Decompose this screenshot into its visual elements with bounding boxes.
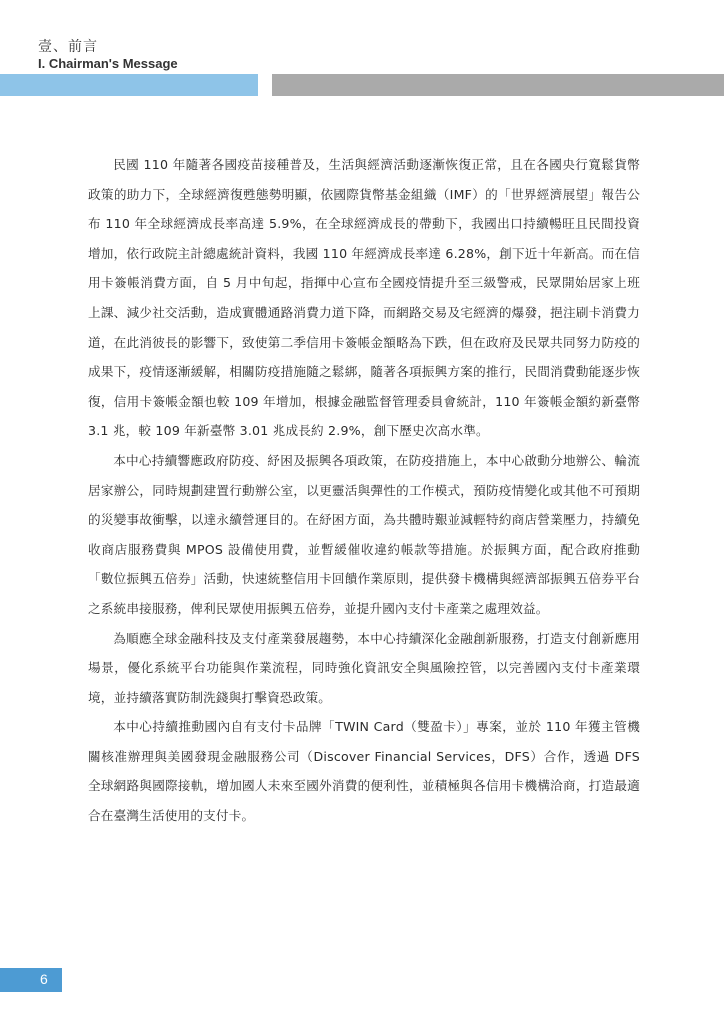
section-title-chinese: 壹、前言 [38,39,98,55]
body-text [88,150,640,831]
page-number-tab [0,968,62,992]
page-number: 6 [40,971,48,987]
paragraph: 民國 110 年隨著各國疫苗接種普及，生活與經濟活動逐漸恢復正常，且在各國央行寬鬆貨幣政策的助力下，全球經濟復甦態勢明顯，依國際貨幣基金組織（IMF）的「世界經濟展望」報告公布 110 年全球經濟成長率高達 5.9%，在全球經濟成長的帶動下，我國出口持續暢旺且民間投資增加，依行政院主計總處統計資料，我國 110 年經濟成長率達 6.28%，創下近十年新高。而在信用卡簽帳消費方面，自 5 月中旬起，指揮中心宣布全國疫情提升至三級警戒，民眾開始居家上班上課、減少社交活動，造成實體通路消費力道下降，而網路交易及宅經濟的爆發，挹注刷卡消費力道，在此消彼長的影響下，致使第二季信用卡簽帳金額略為下跌，但在政府及民眾共同努力防疫的成果下，疫情逐漸緩解，相關防疫措施隨之鬆綁，隨著各項振興方案的推行，民間消費動能逐步恢復，信用卡簽帳金額也較 109 年增加，根據金融監督管理委員會統計，110 年簽帳金額約新臺幣 3.1 兆，較 109 年新臺幣 3.01 兆成長約 2.9%，創下歷史次高水準。 [88,157,640,439]
section-title-english: I. Chairman's Message [38,56,178,71]
paragraph: 本中心持續響應政府防疫、紓困及振興各項政策，在防疫措施上，本中心啟動分地辦公、輪流居家辦公，同時規劃建置行動辦公室，以更靈活與彈性的工作模式，預防疫情變化或其他不可預期的災變事故衝擊，以達永續營運目的。在紓困方面，為共體時艱並減輕特約商店營業壓力，持續免收商店服務費與 MPOS 設備使用費，並暫緩催收違約帳款等措施。於振興方面，配合政府推動「數位振興五倍券」活動，快速統整信用卡回饋作業原則，提供發卡機構與經濟部振興五倍券平台之系統串接服務，俾利民眾使用振興五倍券，並提升國內支付卡產業之處理效益。 [88,452,640,616]
header-gray-bar [272,74,724,96]
header-accent-bar [0,74,258,96]
paragraph: 為順應全球金融科技及支付產業發展趨勢，本中心持續深化金融創新服務，打造支付創新應用場景，優化系統平台功能與作業流程，同時強化資訊安全與風險控管，以完善國內支付卡產業環境，並持續落實防制洗錢與打擊資恐政策。 [88,630,640,705]
paragraph: 本中心持續推動國內自有支付卡品牌「TWIN Card（雙盈卡）」專案，並於 110 年獲主管機關核准辦理與美國發現金融服務公司（Discover Financial Services，DFS）合作，透過 DFS 全球網路與國際接軌，增加國人未來至國外消費的便利性，並積極與各信用卡機構洽商，打造最適合在臺灣生活使用的支付卡。 [88,719,640,824]
